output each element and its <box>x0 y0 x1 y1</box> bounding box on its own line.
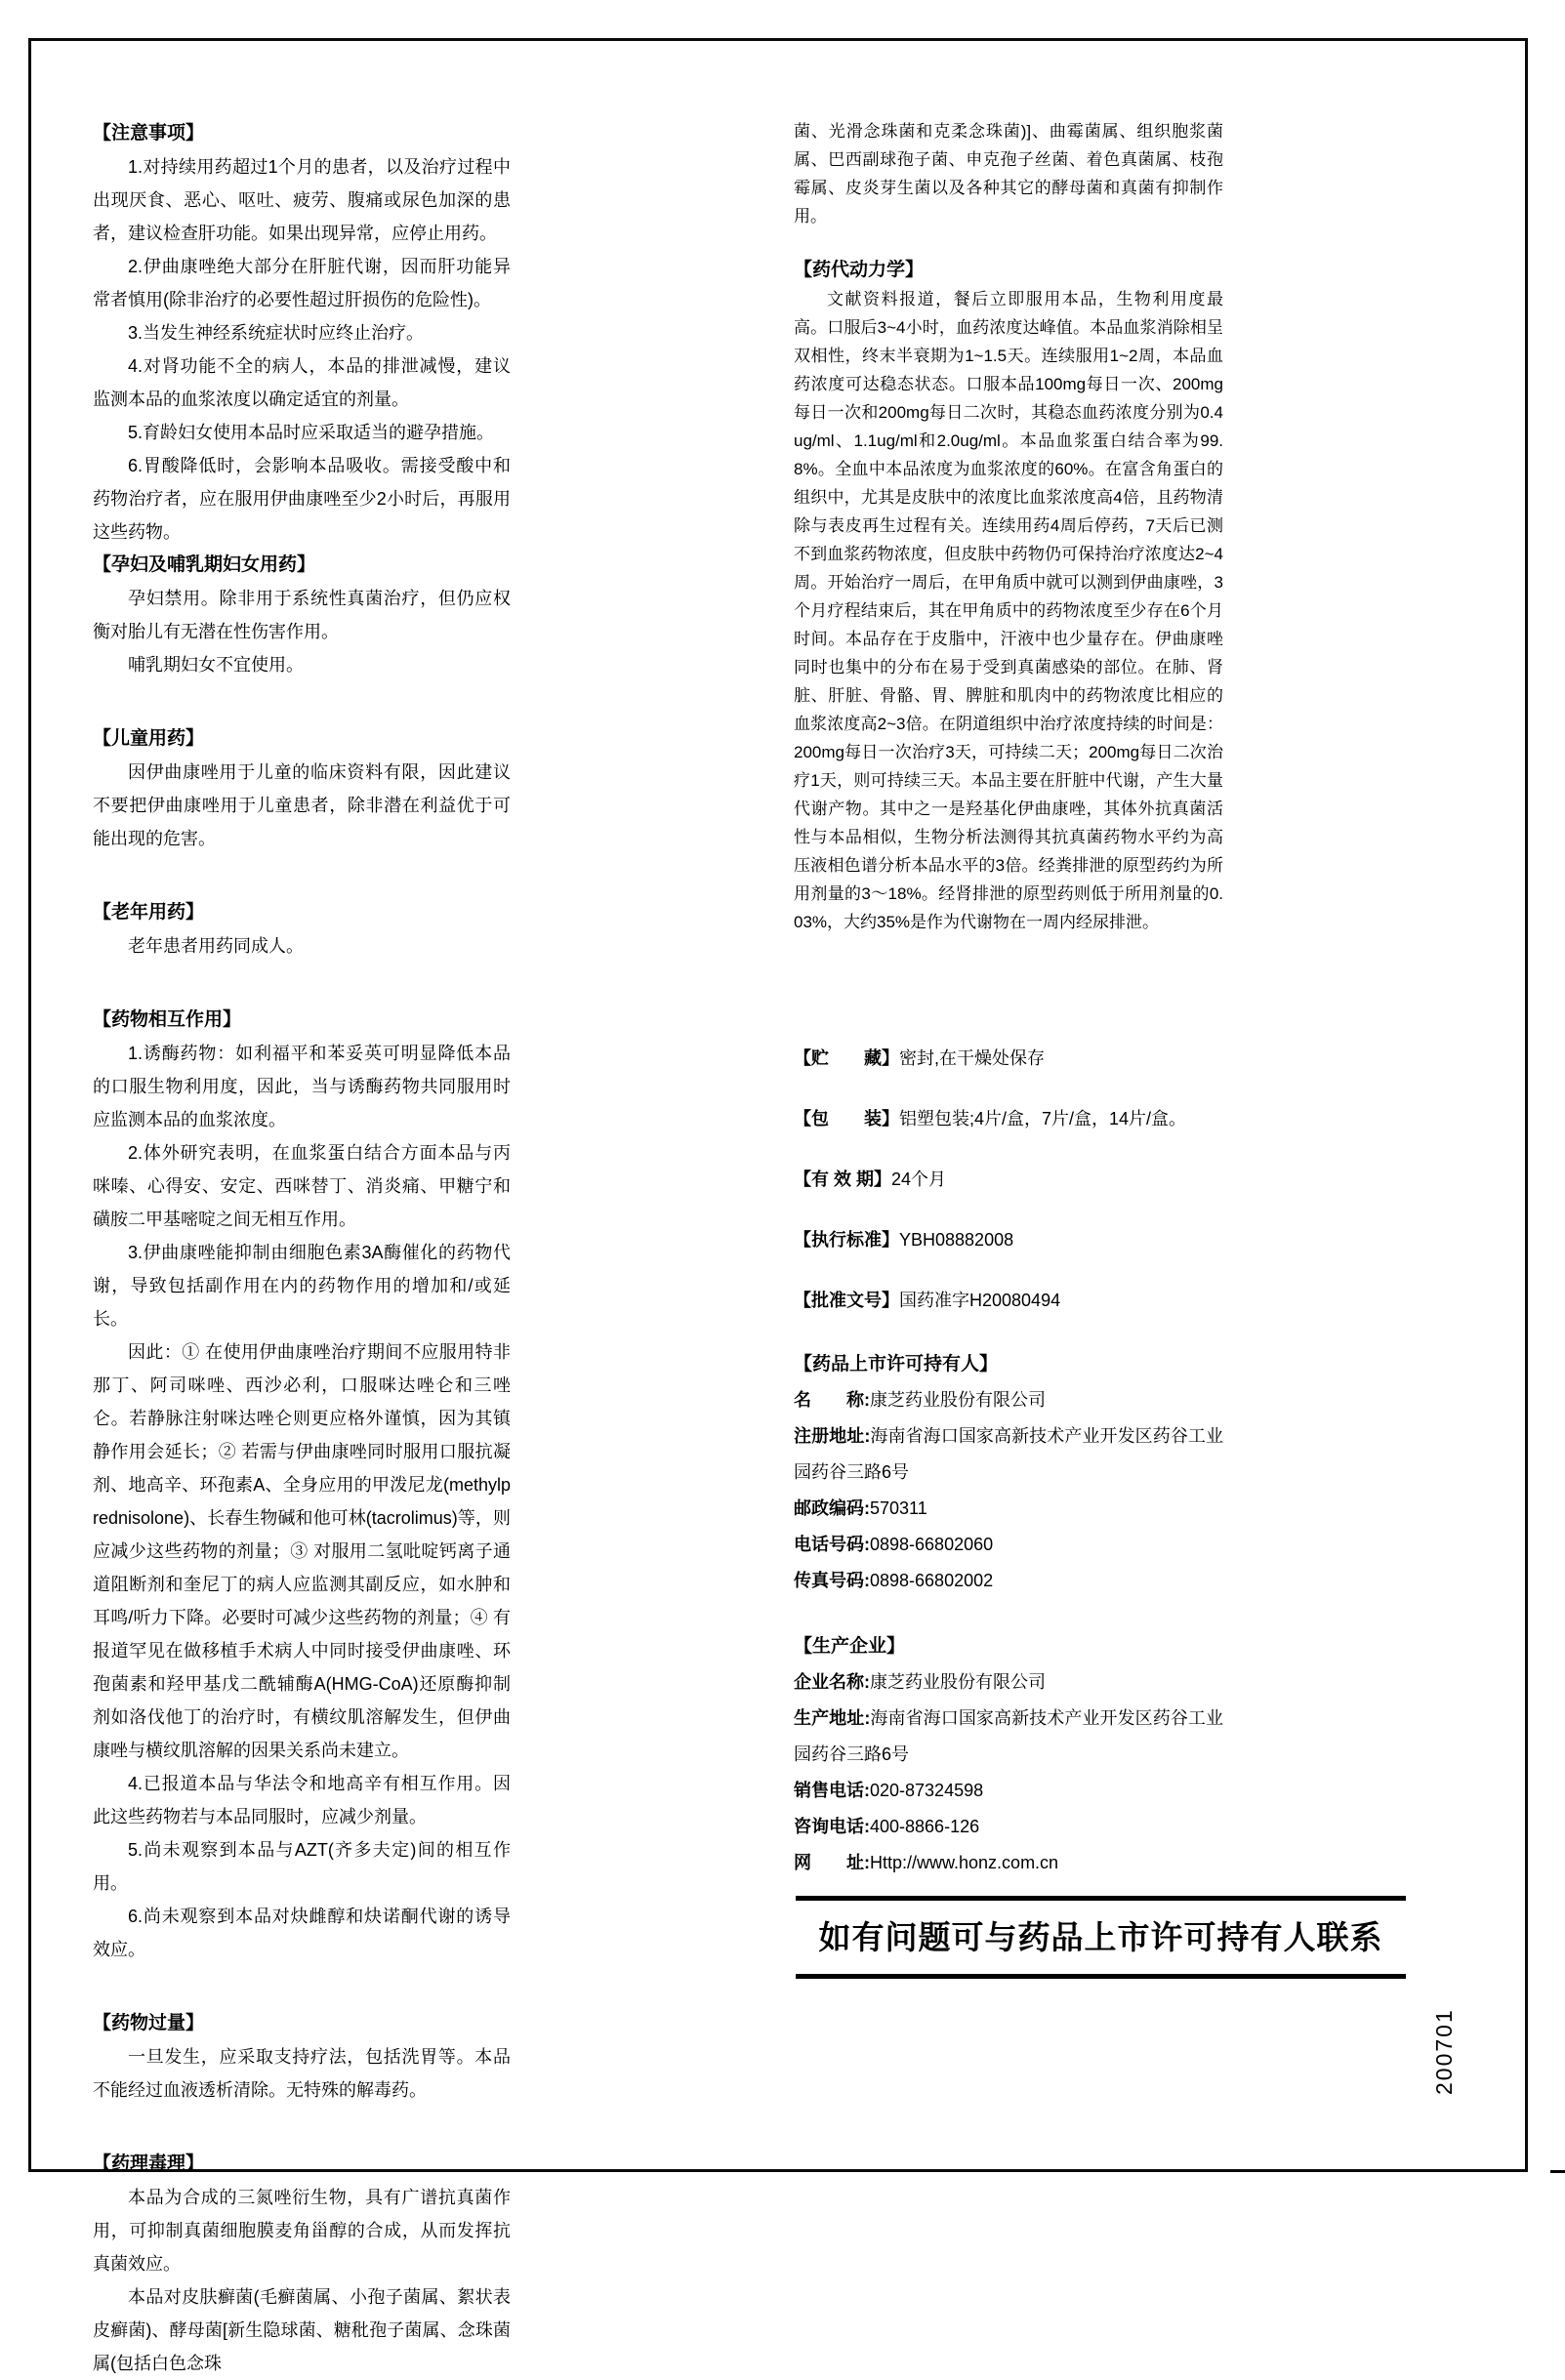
manufacturer-address-row <box>794 1701 1223 1773</box>
holder-fax-row <box>794 1563 1223 1599</box>
package-line <box>794 1103 1223 1135</box>
approval-number-line <box>794 1285 1223 1317</box>
approval-number-label: 【批准文号】 <box>794 1291 899 1310</box>
holder-name-value: 康芝药业股份有限公司 <box>870 1390 1046 1410</box>
paragraph: 本品为合成的三氮唑衍生物，具有广谱抗真菌作用，可抑制真菌细胞膜麦角甾醇的合成，从而发挥抗真菌效应。 <box>93 2188 511 2274</box>
section-title-precautions: 【注意事项】 <box>93 123 205 144</box>
shelf-life-value: 24个月 <box>891 1169 947 1189</box>
hotline-row <box>794 1809 1223 1845</box>
paragraph: 3.伊曲康唑能抑制由细胞色素3A酶催化的药物代谢，导致包括副作用在内的药物作用的增加和/或延长。 <box>93 1243 511 1329</box>
paragraph: 本品对皮肤癣菌(毛癣菌属、小孢子菌属、絮状表皮癣菌)、酵母菌[新生隐球菌、糖秕孢子菌属、念珠菌属(包括白色念珠 <box>93 2287 511 2373</box>
paragraph: 3.当发生神经系统症状时应终止治疗。 <box>128 323 425 343</box>
paragraph-continuation: 菌、光滑念珠菌和克柔念珠菌)]、曲霉菌属、组织胞浆菌属、巴西副球孢子菌、申克孢子丝菌、着色真菌属、枝孢霉属、皮炎芽生菌以及各种其它的酵母菌和真菌有抑制作用。 <box>794 122 1223 226</box>
package-label: 【包 装】 <box>794 1109 899 1128</box>
manufacturer-address-label: 生产地址: <box>794 1708 871 1728</box>
holder-fax-label: 传真号码: <box>794 1571 870 1590</box>
holder-postcode-value: 570311 <box>870 1498 927 1518</box>
website-row <box>794 1845 1223 1881</box>
holder-name-row <box>794 1382 1223 1418</box>
hotline-value: 400-8866-126 <box>870 1817 980 1836</box>
storage-label: 【贮 藏】 <box>794 1048 899 1068</box>
paragraph: 老年患者用药同成人。 <box>128 936 304 956</box>
section-title-pharmacology: 【药理毒理】 <box>93 2154 205 2174</box>
holder-phone-value: 0898-66802060 <box>870 1535 994 1554</box>
paragraph: 哺乳期妇女不宜使用。 <box>128 655 304 675</box>
paragraph: 因此：① 在使用伊曲康唑治疗期间不应服用特非那丁、阿司咪唑、西沙必利，口服咪达唑仑和三唑仑。若静脉注射咪达唑仑则更应格外谨慎，因为其镇静作用会延长；② 若需与伊曲康唑同时服用口服抗凝剂、地高辛、环孢素A、全身应用的甲泼尼龙(methylprednisolone)、长春生物碱和他可林(tacrolimus)等，则应减少这些药物的剂量；③ 对服用二氢吡啶钙离子通道阻断剂和奎尼丁的病人应监测其副反应，如水肿和耳鸣/听力下降。必要时可减少这些药物的剂量；④ 有报道罕见在做移植手术病人中同时接受伊曲康唑、环孢菌素和羟甲基戊二酰辅酶A(HMG-CoA)还原酶抑制剂如洛伐他丁的治疗时，有横纹肌溶解发生，但伊曲康唑与横纹肌溶解的因果关系尚未建立。 <box>93 1342 511 1760</box>
license-holder-block <box>794 1346 1223 1599</box>
paragraph: 2.体外研究表明，在血浆蛋白结合方面本品与丙咪嗪、心得安、安定、西咪替丁、消炎痛、甲糖宁和磺胺二甲基嘧啶之间无相互作用。 <box>93 1143 511 1229</box>
manufacturer-name-row <box>794 1664 1223 1701</box>
right-column-lower <box>794 1043 1223 1881</box>
standard-line <box>794 1224 1223 1256</box>
standard-label: 【执行标准】 <box>794 1230 899 1250</box>
paragraph: 孕妇禁用。除非用于系统性真菌治疗，但仍应权衡对胎儿有无潜在性伤害作用。 <box>93 589 511 641</box>
section-title-children: 【儿童用药】 <box>93 728 205 749</box>
paragraph: 2.伊曲康唑绝大部分在肝脏代谢，因而肝功能异常者慎用(除非治疗的必要性超过肝损伤的危险性)。 <box>93 257 511 309</box>
license-holder-title: 【药品上市许可持有人】 <box>794 1354 999 1375</box>
sales-phone-value: 020-87324598 <box>870 1781 984 1800</box>
package-value: 铝塑包装;4片/盒，7片/盒，14片/盒。 <box>899 1109 1187 1128</box>
paragraph: 6.尚未观察到本品对炔雌醇和炔诺酮代谢的诱导效应。 <box>93 1907 511 1959</box>
holder-address-label: 注册地址: <box>794 1426 871 1446</box>
manufacturer-name-value: 康芝药业股份有限公司 <box>870 1672 1046 1692</box>
section-title-elderly: 【老年用药】 <box>93 902 205 923</box>
paragraph: 1.诱酶药物：如利福平和苯妥英可明显降低本品的口服生物利用度，因此，当与诱酶药物共同服用时应监测本品的血浆浓度。 <box>93 1044 511 1129</box>
paragraph: 5.育龄妇女使用本品时应采取适当的避孕措施。 <box>128 423 495 442</box>
shelf-life-label: 【有 效 期】 <box>794 1169 892 1189</box>
section-title-pharmacokinetics: 【药代动力学】 <box>794 260 925 280</box>
paragraph: 4.对肾功能不全的病人，本品的排泄减慢，建议监测本品的血浆浓度以确定适宜的剂量。 <box>93 356 511 409</box>
paragraph: 4.已报道本品与华法令和地高辛有相互作用。因此这些药物若与本品同服时，应减少剂量。 <box>93 1774 511 1826</box>
holder-phone-label: 电话号码: <box>794 1535 870 1554</box>
footer-notice-box <box>796 1896 1406 1979</box>
section-title-interactions: 【药物相互作用】 <box>93 1009 242 1030</box>
holder-postcode-row <box>794 1491 1223 1527</box>
manufacturer-block <box>794 1628 1223 1881</box>
section-title-overdose: 【药物过量】 <box>93 2013 205 2033</box>
footer-notice: 如有问题可与药品上市许可持有人联系 <box>818 1919 1383 1955</box>
paragraph: 文献资料报道，餐后立即服用本品，生物利用度最高。口服后3~4小时，血药浓度达峰值。本品血浆消除相呈双相性，终末半衰期为1~1.5天。连续服用1~2周，本品血药浓度可达稳态状态。口服本品100mg每日一次、200mg每日一次和200mg每日二次时，其稳态血药浓度分别为0.4ug/ml、1.1ug/ml和2.0ug/ml。本品血浆蛋白结合率为99.8%。全血中本品浓度为血浆浓度的60%。在富含角蛋白的组织中，尤其是皮肤中的浓度比血浆浓度高4倍，且药物清除与表皮再生过程有关。连续用药4周后停药，7天后已测不到血浆药物浓度，但皮肤中药物仍可保持治疗浓度达2~4周。开始治疗一周后，在甲角质中就可以测到伊曲康唑，3个月疗程结束后，其在甲角质中的药物浓度至少存在6个月时间。本品存在于皮脂中，汗液中也少量存在。伊曲康唑同时也集中的分布在易于受到真菌感染的部位。在肺、肾脏、肝脏、骨骼、胃、脾脏和肌肉中的药物浓度比相应的血浆浓度高2~3倍。在阴道组织中治疗浓度持续的时间是：200mg每日一次治疗3天，可持续二天；200mg每日二次治疗1天，则可持续三天。本品主要在肝脏中代谢，产生大量代谢产物。其中之一是羟基化伊曲康唑，其体外抗真菌活性与本品相似，生物分析法测得其抗真菌药物水平约为高压液相色谱分析本品水平的3倍。经粪排泄的原型药约为所用剂量的3～18%。经肾排泄的原型药则低于所用剂量的0.03%，大约35%是作为代谢物在一周内经尿排泄。 <box>794 290 1223 931</box>
holder-name-label: 名 称: <box>794 1390 870 1410</box>
storage-value: 密封,在干燥处保存 <box>899 1048 1046 1068</box>
manufacturer-address-value: 海南省海口国家高新技术产业开发区药谷工业园药谷三路6号 <box>794 1708 1223 1764</box>
section-title-pregnancy: 【孕妇及哺乳期妇女用药】 <box>93 554 316 575</box>
batch-code: 200701 <box>1431 2008 1457 2095</box>
holder-phone-row <box>794 1527 1223 1563</box>
standard-value: YBH08882008 <box>899 1230 1014 1250</box>
hotline-label: 咨询电话: <box>794 1817 870 1836</box>
left-column <box>93 117 511 2380</box>
storage-line <box>794 1043 1223 1075</box>
paragraph: 一旦发生，应采取支持疗法，包括洗胃等。本品不能经过血液透析清除。无特殊的解毒药。 <box>93 2047 511 2100</box>
paragraph: 1.对持续用药超过1个月的患者，以及治疗过程中出现厌食、恶心、呕吐、疲劳、腹痛或尿色加深的患者，建议检查肝功能。如果出现异常，应停止用药。 <box>93 157 511 243</box>
holder-address-row <box>794 1418 1223 1491</box>
sales-phone-row <box>794 1773 1223 1809</box>
manufacturer-title: 【生产企业】 <box>794 1636 906 1657</box>
crop-mark <box>1550 2170 1565 2173</box>
holder-postcode-label: 邮政编码: <box>794 1498 870 1518</box>
sales-phone-label: 销售电话: <box>794 1781 870 1800</box>
approval-number-value: 国药准字H20080494 <box>899 1291 1061 1310</box>
shelf-life-line <box>794 1164 1223 1196</box>
website-value: Http://www.honz.com.cn <box>870 1853 1059 1872</box>
footer-rule-bottom <box>796 1974 1406 1979</box>
holder-address-value: 海南省海口国家高新技术产业开发区药谷工业园药谷三路6号 <box>794 1426 1223 1482</box>
holder-fax-value: 0898-66802002 <box>870 1571 994 1590</box>
website-label: 网 址: <box>794 1853 870 1872</box>
manufacturer-name-label: 企业名称: <box>794 1672 870 1692</box>
right-column-upper <box>794 117 1223 936</box>
paragraph: 因伊曲康唑用于儿童的临床资料有限，因此建议不要把伊曲康唑用于儿童患者，除非潜在利益优于可能出现的危害。 <box>93 762 511 848</box>
paragraph: 6.胃酸降低时，会影响本品吸收。需接受酸中和药物治疗者，应在服用伊曲康唑至少2小时后，再服用这些药物。 <box>93 456 511 542</box>
paragraph: 5.尚未观察到本品与AZT(齐多夫定)间的相互作用。 <box>93 1840 511 1893</box>
